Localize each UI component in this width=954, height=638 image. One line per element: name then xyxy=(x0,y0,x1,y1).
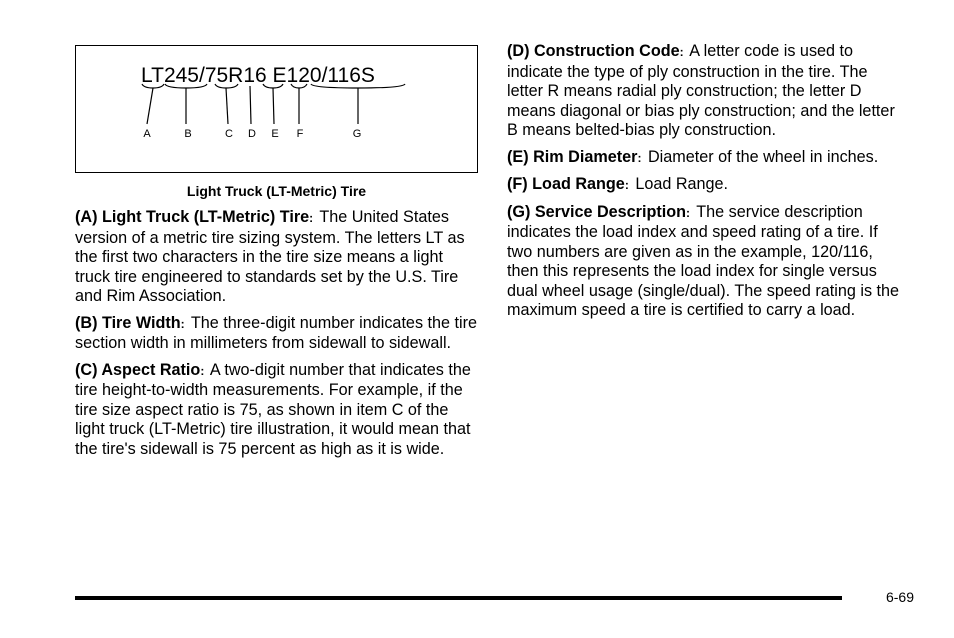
definition-b-text: The three-digit number indicates the tire section width in millimeters from sidewall to sidewall. xyxy=(75,313,478,352)
term-c: (C) Aspect Ratio xyxy=(75,360,201,379)
term-e: (E) Rim Diameter xyxy=(507,147,638,166)
term-d: (D) Construction Code xyxy=(507,42,680,60)
colon: : xyxy=(200,363,205,378)
label-c: C xyxy=(225,128,233,140)
definition-f xyxy=(507,175,907,196)
definition-e-text: Diameter of the wheel in inches. xyxy=(647,147,879,166)
tire-size-figure xyxy=(75,45,478,173)
definition-b xyxy=(75,314,478,354)
definition-g-text: The service description indicates the load index and speed rating of a tire. If two numbers are given as in the example, 120/116, then this represents the load index for single versus dual wheel usage (single/dual). The speed rating is the maximum speed a tire is certified to carry a load. xyxy=(507,202,900,319)
definition-f-text: Load Range. xyxy=(635,175,729,193)
tire-size-diagram xyxy=(76,46,479,174)
definition-c-text: A two-digit number that indicates the tire height-to-width measurements. For example, if the tire size aspect ratio is 75, as shown in item C of the light truck (LT-Metric) tire illustration, it would mean that the tire's sidewall is 75 percent as high as it is wide. xyxy=(75,360,471,458)
term-g: (G) Service Description xyxy=(507,202,687,221)
definition-a xyxy=(75,208,478,307)
leader-c xyxy=(226,88,228,124)
label-f: F xyxy=(296,128,304,140)
page-number: 6-69 xyxy=(885,589,914,605)
left-column xyxy=(75,208,478,466)
label-g: G xyxy=(352,128,362,140)
colon: : xyxy=(180,316,185,331)
definition-d-text: A letter code is used to indicate the type of ply construction in the tire. The letter R means radial ply construction; the letter D means diagonal or bias ply construction; and the letter B means belted-bias ply construction. xyxy=(507,42,895,139)
colon: : xyxy=(679,45,684,59)
leader-a xyxy=(147,88,153,124)
term-a: (A) Light Truck (LT-Metric) Tire xyxy=(75,208,310,226)
tire-code-text: LT245/75R16 E120/116S xyxy=(141,64,375,87)
leader-e xyxy=(273,88,274,124)
footer-rule xyxy=(75,596,842,600)
colon: : xyxy=(686,205,691,220)
definition-d xyxy=(507,42,907,141)
figure-caption: Light Truck (LT-Metric) Tire xyxy=(186,183,367,199)
definition-e xyxy=(507,148,907,169)
colon: : xyxy=(637,150,642,165)
label-e: E xyxy=(271,128,279,140)
label-b: B xyxy=(184,128,192,140)
colon: : xyxy=(624,178,629,192)
label-a: A xyxy=(143,128,151,140)
colon: : xyxy=(309,211,314,225)
definition-a-text: The United States version of a metric tire sizing system. The letters LT as the first two characters in the tire size means a light truck tire engineered to standards set by the U.S. Tire and Rim Association. xyxy=(75,208,465,305)
right-column xyxy=(507,42,907,328)
label-d: D xyxy=(248,128,256,140)
leader-d xyxy=(250,86,251,124)
term-b: (B) Tire Width xyxy=(75,313,181,332)
definition-c xyxy=(75,361,478,460)
bracket-lines xyxy=(142,84,405,124)
definition-g xyxy=(507,203,907,321)
term-f: (F) Load Range xyxy=(507,175,625,193)
